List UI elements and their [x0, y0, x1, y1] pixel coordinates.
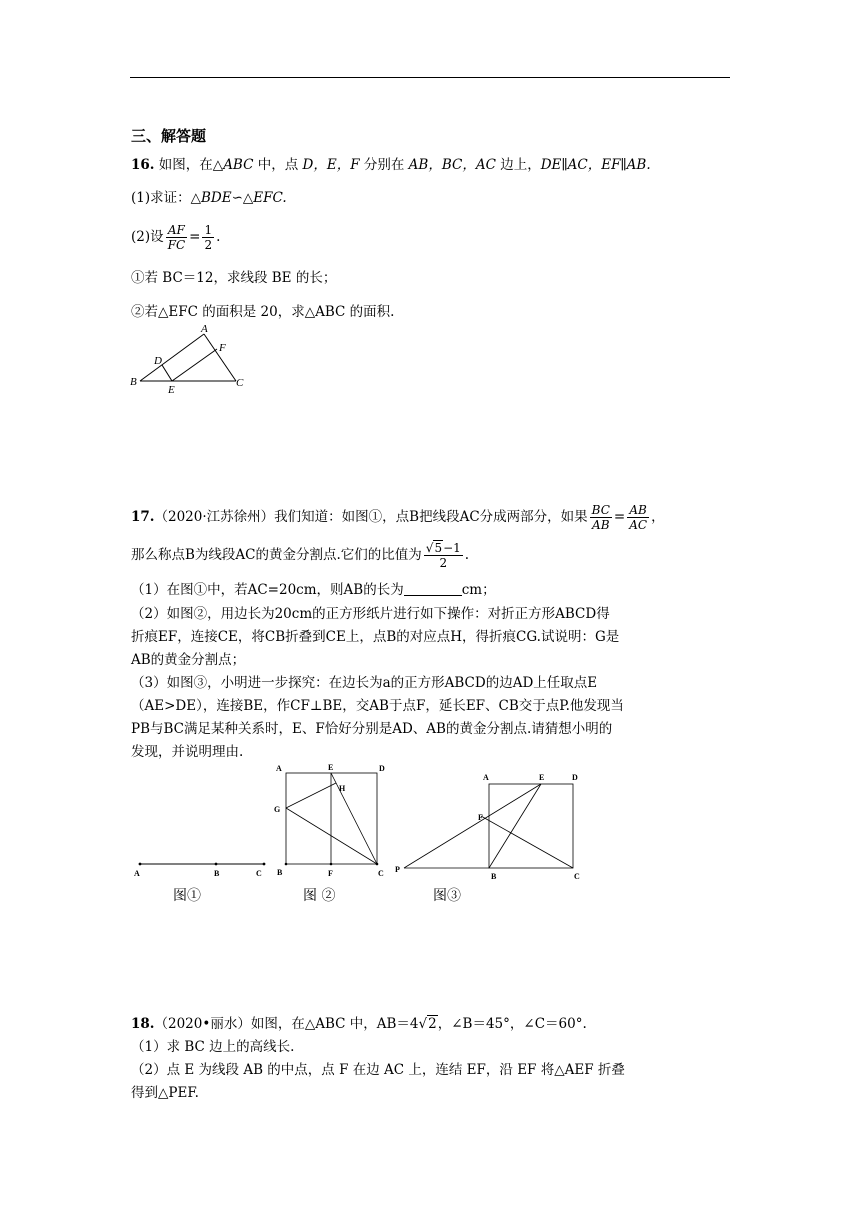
fig2-label-b: B: [277, 868, 283, 877]
fig2-label-d: D: [379, 764, 385, 773]
q16-stem-sides: AB，BC，AC: [408, 157, 496, 173]
fig2-label-g: G: [274, 805, 281, 814]
square-abcd: [286, 773, 377, 864]
q17-line1-end: ，: [651, 509, 665, 525]
q17-figure3: [392, 770, 592, 882]
fig3-label-p: P: [395, 865, 400, 874]
q17-part1-text: （1）在图①中，若AC=20cm，则AB的长为: [131, 582, 404, 598]
segment-be: [489, 784, 541, 868]
square-abcd: [489, 784, 573, 868]
side-ab: [140, 334, 204, 381]
q17-equals: =: [613, 509, 626, 525]
segment-gh: [286, 783, 336, 808]
q16-sub1: ①若 BC＝12，求线段 BE 的长；: [131, 270, 337, 286]
fig16-label-d: D: [154, 355, 162, 367]
q17-line1-text: 我们知道：如图①，点B把线段AC分成两部分，如果: [274, 509, 588, 525]
q16-value-denominator: 2: [204, 238, 213, 252]
q17-f1-numerator: BC: [591, 503, 610, 517]
q17-part2-line1: （2）如图②，用边长为20cm的正方形纸片进行如下操作：对折正方形ABCD得: [131, 606, 610, 622]
segment-cf: [481, 816, 573, 868]
segment-ce: [331, 773, 377, 864]
q17-part2-line3: AB的黄金分割点；: [131, 652, 246, 668]
segment-de: [162, 365, 172, 381]
q17-answer-blank[interactable]: [404, 582, 462, 596]
fig2-label-h: H: [339, 784, 346, 793]
q17-line2: [131, 540, 469, 570]
fig2-label-f: F: [328, 869, 333, 878]
q17-fraction-ab-ac: [627, 503, 649, 532]
q17-ratio-minus: −1: [443, 541, 461, 555]
q16-stem-text-4: 边上，: [495, 157, 541, 173]
caption-fig1: 图①: [173, 888, 201, 904]
q17-golden-ratio: [424, 541, 463, 570]
q16-ratio-denominator: FC: [167, 238, 186, 252]
q16-part2: [131, 222, 220, 252]
q16-stem-text-3: 分别在: [359, 157, 409, 173]
q17-f2-numerator: AB: [627, 503, 649, 518]
fig16-label-a: A: [201, 323, 208, 335]
q17-part3-line3: PB与BC满足某种关系时，E、F恰好分别是AD、AB的黄金分割点.请猜想小明的: [131, 721, 613, 737]
q17-line2-end: .: [464, 547, 470, 563]
fig3-label-b: B: [491, 872, 497, 881]
q17-part1-unit: cm；: [461, 582, 496, 598]
q16-stem-text-1: 如图，在△: [158, 157, 224, 173]
q17-f1-denominator: AB: [592, 518, 610, 532]
fig16-label-e: E: [168, 384, 175, 396]
fig1-label-a: A: [134, 869, 140, 878]
q16-ratio-equals: =: [189, 229, 201, 245]
fig2-label-c: C: [378, 869, 384, 878]
q18-line1-rest: ，∠B＝45°，∠C＝60°.: [437, 1016, 587, 1032]
q16-stem-vars: D，E，F: [302, 157, 360, 173]
q17-ratio-numerator: √5−1: [425, 541, 461, 555]
fig16-label-b: B: [130, 376, 137, 388]
q16-stem: [131, 155, 651, 175]
fig3-label-c: C: [574, 872, 580, 881]
q17-part3-line4: 发现，并说明理由.: [131, 744, 244, 760]
header-rule: [130, 77, 730, 78]
q17-number: 17.: [131, 509, 155, 525]
q17-ratio-denominator: 2: [439, 556, 448, 570]
fig16-label-c: C: [236, 377, 244, 389]
q16-part2-label: (2)设: [131, 229, 164, 245]
q17-part3-line1: （3）如图③，小明进一步探究：在边长为a的正方形ABCD的边AD上任取点E: [131, 675, 598, 691]
q18-source: （2020•丽水）: [154, 1016, 251, 1032]
q17-line2-text: 那么称点B为线段AC的黄金分割点.它们的比值为: [131, 547, 422, 563]
q16-sub2: ②若△EFC 的面积是 20，求△ABC 的面积.: [131, 304, 395, 320]
q16-part2-end: .: [216, 229, 221, 245]
q17-ratio-sqrt: 5: [434, 541, 443, 555]
q17-part2-line2: 折痕EF，连接CE，将CB折叠到CE上，点B的对应点H，得折痕CG.试说明：G是: [131, 629, 620, 645]
q18-number: 18.: [131, 1016, 155, 1032]
caption-fig3: 图③: [433, 888, 461, 904]
q18-sqrt-value: 2: [428, 1016, 437, 1032]
q17-line1: [131, 502, 665, 532]
q16-stem-text-2: 中，点: [253, 157, 303, 173]
q17-part1: [131, 580, 496, 600]
q17-figure1: [128, 855, 270, 879]
q17-figure2: [270, 760, 394, 882]
q16-number: 16.: [131, 157, 155, 173]
fig2-label-e: E: [328, 763, 334, 772]
line-pe: [404, 784, 541, 868]
q17-fraction-bc-ab: [590, 503, 612, 532]
q16-stem-abc: ABC: [223, 157, 254, 173]
fig3-label-d: D: [572, 773, 578, 782]
q17-part3-line2: （AE>DE），连接BE，作CF⊥BE，交AB于点F，延长EF、CB交于点P.他发现当: [131, 698, 624, 714]
q16-value-fraction: [202, 223, 214, 252]
q16-value-numerator: 1: [204, 223, 213, 237]
q18-part2-line1: （2）点 E 为线段 AB 的中点，点 F 在边 AC 上，连结 EF，沿 EF 将△AEF 折叠: [131, 1062, 625, 1078]
fig1-label-b: B: [214, 869, 220, 878]
q17-source: （2020·江苏徐州）: [154, 509, 275, 525]
fig1-label-c: C: [256, 869, 262, 878]
q18-line1-text: 如图，在△ABC 中，AB＝4: [250, 1016, 419, 1032]
q16-ratio-numerator: AF: [166, 223, 188, 238]
fig3-label-a: A: [483, 773, 489, 782]
q16-triangle-figure: [125, 322, 255, 396]
q18-part2-line2: 得到△PEF.: [131, 1085, 199, 1101]
q16-part1-text: BDE∽△EFC.: [201, 190, 287, 206]
q18-line1: 18.（2020•丽水）如图，在△ABC 中，AB＝4√2，∠B＝45°，∠C＝60°.: [131, 1016, 587, 1032]
q16-stem-condition: DE∥AC，EF∥AB.: [540, 157, 651, 173]
fig2-label-a: A: [276, 764, 282, 773]
segment-ef: [172, 349, 217, 381]
q16-part1-label: (1)求证：△: [131, 190, 202, 206]
fig3-label-e: E: [539, 773, 545, 782]
caption-fig2: 图 ②: [303, 888, 336, 904]
q18-part1: （1）求 BC 边上的高线长.: [131, 1039, 295, 1055]
q17-f2-denominator: AC: [629, 518, 648, 532]
fig16-label-f: F: [219, 342, 226, 354]
q16-part1: [131, 188, 287, 208]
q16-ratio-fraction: [166, 223, 188, 252]
section-title: 三、解答题: [131, 127, 207, 145]
crease-cg: [286, 808, 377, 864]
fig3-label-f: F: [478, 813, 483, 822]
